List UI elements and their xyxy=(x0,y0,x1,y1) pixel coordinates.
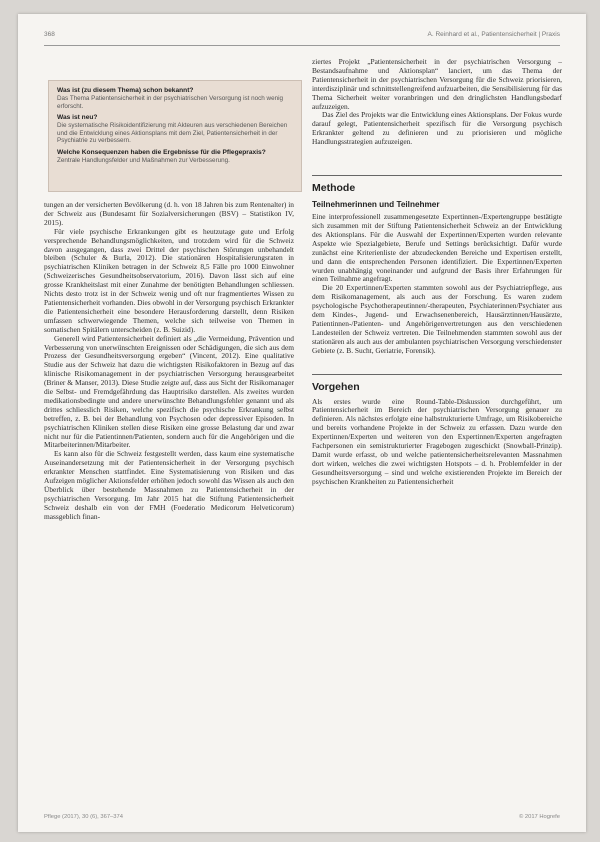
box-question-consequences: Welche Konsequenzen haben die Ergebnisse für die Pflegepraxis? xyxy=(57,148,266,156)
journal-citation: Pflege (2017), 30 (6), 367–374 xyxy=(44,814,123,820)
box-answer-known: Das Thema Patientensicherheit in der psychiatrischen Versorgung ist noch wenig erforscht. xyxy=(57,95,283,110)
section-heading-vorgehen: Vorgehen xyxy=(312,380,360,393)
right-column xyxy=(312,58,562,487)
body-paragraph: ziertes Projekt „Patientensicherheit in der psychiatrischen Versorgung – Bestandsaufnahme und Aktionsplan“ lanciert, um das Thema der Patientensicherheit in der psychiatrischen Versorgung für die Schweiz priorisieren, interdisziplinär und schnittstellengreifend aufzuarbeiten, die Sensibilisierung für das Thema Sicherheit weiter voranbringen und den dringlichsten Handlungsbedarf aufzuzeigen. xyxy=(312,57,562,111)
summary-box xyxy=(48,80,302,192)
box-answer-new: Die systematische Risikoidentifizierung mit Akteuren aus verschiedenen Bereichen und die Entwicklung eines Aktionsplans mit dem Ziel, Patientensicherheit in der Psychiatrie zu verbessern. xyxy=(57,122,288,145)
body-paragraph: Generell wird Patientensicherheit definiert als „die Vermeidung, Prävention und Verbesserung von unerwünschten Ereignissen oder Schädigungen, die sich aus dem Prozess der Gesundheitsversorgung ergeben“ (Vincent, 2012). Eine qualitative Studie aus der Schweiz hat dazu die wichtigsten Risikofaktoren in Bezug auf das klinische Risikomanagement in der psychiatrischen Versorgung herausgearbeitet (Briner & Manser, 2013). Diese Studie zeigte auf, dass aus Sicht der Risikomanager die Selbst- und Fremdgefährdung das Hauptrisiko darstellen. Als zweites wurden medikationsbedingte und andere unerwünschte Behandlungsfehler genannt und als drittes schliesslich Risiken, welche spezifisch die psychische Erkrankung selbst betreffen, z. B. bei der Behandlung von Psychosen oder depressiver Episoden. In psychiatrischen Kliniken stellen diese Risiken eine grosse Belastung dar und zwar nicht nur für die Patientinnen/Patienten, sondern auch für die Angehörigen und die Mitarbeiterinnen/Mitarbeiter. xyxy=(44,333,294,450)
journal-page xyxy=(18,14,586,832)
body-paragraph: Für viele psychische Erkrankungen gibt es heutzutage gute und Erfolg versprechende Behandlungsmöglichkeiten, und trotzdem wird für die Schweiz davon ausgegangen, dass zwei Drittel der psychischen Störungen unbehandelt bleiben (Schuler & Burla, 2012). Die stationären Hospitalisierungsraten in psychiatrischen Kliniken betragen in der Schweiz 8,5 Fälle pro 1000 Einwohner (Schweizerisches Gesundheitsobservatorium, 2016). Davon lässt sich auf eine grosse Krankheitslast mit einer Zunahme der benötigten Behandlungen schliessen. Nichts desto trotz ist in der Schweiz wenig und oft nur fragmentiertes Wissen zu Patientensicherheit vorhanden. Dies obwohl in der Versorgung psychisch Erkrankter die Patientensicherheit eine besondere Herausforderung darstellt, denn Risiken umfassen schwerwiegende Themen, welche sich teilweise von Themen in somatischen Spitälern unterscheiden (z. B. Suizid). xyxy=(44,226,294,334)
subsection-heading-teilnehmer: Teilnehmerinnen und Teilnehmer xyxy=(312,200,440,210)
section-heading-methode: Methode xyxy=(312,182,356,195)
body-paragraph: Eine interprofessionell zusammengesetzte Expertinnen-/Expertengruppe bestätigte sich zusammen mit der Stiftung Patientensicherheit Schweiz an der Entwicklung des Aktionsplans. Für die Auswahl der Expertinnen/Experten wurden relevante Aspekte wie Spezialgebiete, Berufe und Settings berücksichtigt. Dafür wurde zunächst eine Kriterienliste der abzudeckenden Bereiche und Expertisen erstellt, und dann die entsprechenden Personen identifiziert. Die Expertinnen/Experten wurden unabhängig voneinander und aufgrund der Basis ihrer Erfahrungen für einen Teilnahme angefragt. xyxy=(312,212,562,284)
box-answer-consequences: Zentrale Handlungsfelder und Maßnahmen zur Verbesserung. xyxy=(57,156,230,164)
box-question-known: Was ist (zu diesem Thema) schon bekannt? xyxy=(57,87,194,94)
body-paragraph: Es kann also für die Schweiz festgestellt werden, dass kaum eine systematische Auseinandersetzung mit der Patientensicherheit in der Versorgung psychisch erkrankter Menschen stattfindet. Eine Systematisierung von Risiken und das Aufzeigen möglicher Aktionsfelder erhöhen jedoch sowohl das Wissen als auch den Überblick über bestehende Massnahmen zu Patientensicherheit in der psychiatrischen Versorgung. Im Jahr 2015 hat die Stiftung Patientensicherheit Schweiz deshalb ein von der FMH (Foederatio Medicorum Helveticorum) massgeblich finan- xyxy=(44,449,294,521)
body-paragraph: Das Ziel des Projekts war die Entwicklung eines Aktionsplans. Der Fokus wurde darauf gelegt, Patientensicherheit spezifisch für die Versorgung psychisch Erkrankter geltend zu definieren und zu priorisieren und mögliche Handlungsstrategien aufzuzeigen. xyxy=(312,110,562,147)
section-rule xyxy=(312,175,562,176)
running-title: A. Reinhard et al., Patientensicherheit | Praxis xyxy=(427,31,560,38)
section-rule xyxy=(312,374,562,375)
page-number: 368 xyxy=(44,31,55,38)
left-column xyxy=(44,201,294,522)
box-question-new: Was ist neu? xyxy=(57,114,98,122)
copyright-notice: © 2017 Hogrefe xyxy=(518,814,560,820)
page-header xyxy=(44,31,560,41)
body-paragraph: tungen an der versicherten Bevölkerung (d. h. von 18 Jahren bis zum Rentenalter) in der Schweiz aus (Bundesamt für Sozialversicherungen (BSV) – Statistikon IV, 2015). xyxy=(44,200,294,227)
header-rule xyxy=(44,45,560,46)
body-paragraph: Als erstes wurde eine Round-Table-Diskussion durchgeführt, um Patientensicherheit im Bereich der psychiatrischen Versorgung genauer zu definieren. Als nächstes erfolgte eine halbstrukturierte Umfrage, um Risikobereiche und bereits vorhandene Projekte in der Schweiz zu erfassen. Dazu wurde den Expertinnen/Experten und weiteren von den Expertinnen/Experten angefragten Fachpersonen ein semistrukturierter Fragebogen zugeschickt (Snowball-Prinzip). Damit wurde erfasst, ob und welche patientensicherheitsrelevanten Massnahmen dort wirken, welches die zwei wichtigsten Hotspots – d. h. Problemfelder in der Gesundheitsversorgung – sind und welche existierenden Projekte im Bereich der psychischen Krankheiten zu Patientensicherheit xyxy=(312,396,562,486)
body-paragraph: Die 20 Expertinnen/Experten stammten sowohl aus der Psychiatriepflege, aus dem Risikomanagement, als auch aus der Forschung. Es waren zudem psychologische Psychotherapeutinnen/-therapeuten, Psychiaterinnen/Psychiater aus dem Kindes-, Jugend- und Erwachsenenbereich, Hausärztinnen/Hausärzte, Patientinnen-/Patienten- und Angehörigenvertretungen aus den verschiedenen Landesteilen der Schweiz vertreten. Die Teilnehmenden stammten sowohl aus der stationären als auch aus der ambulanten psychiatrischen Versorgung verschiedenster Gebiete (z. B. Sucht, Geriatrie, Forensik). xyxy=(312,283,562,355)
